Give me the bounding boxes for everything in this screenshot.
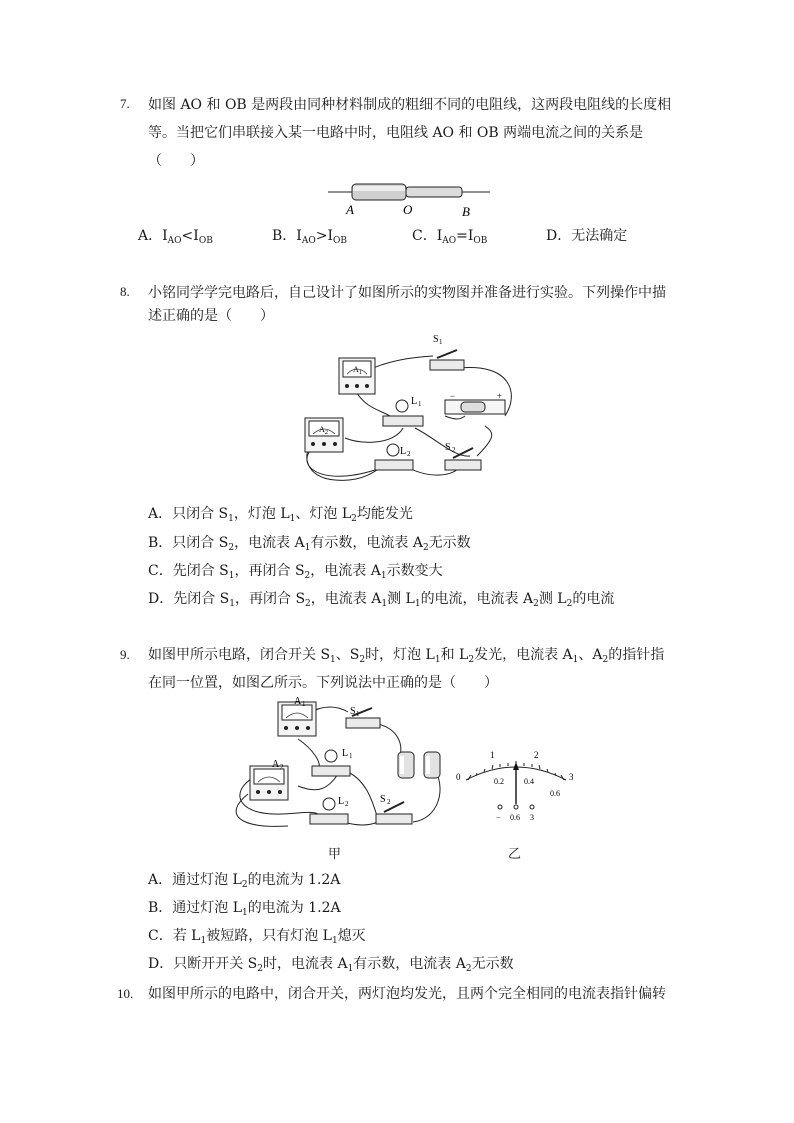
q9-a1-label: A <box>294 696 302 707</box>
q7-number: 7. <box>120 96 130 111</box>
q8-option-c[interactable]: C．先闭合 $S_1$，再闭合 $S_2$，电流表 $A_1$示数变大 <box>148 563 443 581</box>
svg-text:+: + <box>497 391 503 401</box>
q9-battery <box>398 752 440 778</box>
q10-line1: 如图甲所示的电路中，闭合开关，两灯泡均发光，且两个完全相同的电流表指针偏转 <box>148 986 666 1002</box>
q9-circuit-figure <box>228 694 458 834</box>
q9-s2-label: S <box>380 794 386 805</box>
q9-ammeter-a2 <box>250 766 288 800</box>
svg-text:2: 2 <box>325 430 328 436</box>
meter-terminal-neg: − <box>496 813 501 822</box>
svg-text:1: 1 <box>418 400 422 408</box>
q7-label-o: O <box>403 202 413 217</box>
meter-tick-1: 1 <box>490 750 495 760</box>
q7-option-a[interactable]: A．$I_{AO}<I_{OB}$ <box>138 228 213 246</box>
q7-line2: 等。当把它们串联接入某一电路中时，电阻线 AO 和 OB 两端电流之间的关系是 <box>148 125 644 141</box>
q8-line1: 小铭同学学完电路后，自己设计了如图所示的实物图并准备进行实验。下列操作中描 <box>148 285 666 301</box>
meter-tick-0: 0 <box>456 772 461 782</box>
meter-tick-2: 2 <box>534 750 539 760</box>
q7-option-c[interactable]: C．$I_{AO}=I_{OB}$ <box>412 228 488 246</box>
svg-text:1: 1 <box>439 338 443 346</box>
q8-ammeter-a1 <box>339 358 375 394</box>
svg-text:S: S <box>445 442 451 453</box>
q7-option-d[interactable]: D．无法确定 <box>546 228 628 244</box>
q8-circuit-figure <box>295 328 520 493</box>
q9-option-d[interactable]: D．只断开开关 $S_2$时，电流表 $A_1$有示数，电流表 $A_2$无示数 <box>148 956 514 974</box>
q9-l2-sub: 2 <box>345 800 349 808</box>
q8-option-a[interactable]: A．只闭合 $S_1$，灯泡 $L_1$、灯泡 $L_2$均能发光 <box>148 506 413 524</box>
q8-lamp-l1 <box>383 396 423 426</box>
svg-text:1: 1 <box>359 370 362 376</box>
q9-a2-label: A <box>272 759 280 770</box>
svg-text:S: S <box>433 334 439 345</box>
q7-paren: （ ） <box>148 153 204 169</box>
svg-text:L: L <box>400 446 407 457</box>
q9-l2-label: L <box>338 796 345 807</box>
q9-option-b[interactable]: B．通过灯泡 $L_1$的电流为 1.2A <box>148 900 341 918</box>
q9-l1-sub: 1 <box>349 752 353 760</box>
svg-text:2: 2 <box>407 450 411 458</box>
q9-l1-label: L <box>342 748 349 759</box>
meter-terminal-0.6: 0.6 <box>510 813 520 822</box>
q9-number: 9. <box>120 647 130 662</box>
q7-line1: 如图 AO 和 OB 是两段由同种材料制成的粗细不同的电阻线，这两段电阻线的长度相 <box>148 97 672 113</box>
q7-label-b: B <box>462 204 470 219</box>
q8-battery <box>445 391 505 414</box>
q9-line2: 在同一位置，如图乙所示。下列说法中正确的是（ ） <box>148 675 498 691</box>
q9-s1-label: S <box>350 706 356 717</box>
q9-s2-sub: 2 <box>387 798 391 806</box>
meter-tick-0.2: 0.2 <box>494 777 504 786</box>
q9-s1-sub: 1 <box>356 710 360 718</box>
q8-option-d[interactable]: D．先闭合 $S_1$，再闭合 $S_2$，电流表 $A_1$测 $L_1$的电流，电流表 $A_2$测 $L_2$的电流 <box>148 591 615 609</box>
q9-ammeter-a1 <box>278 702 316 736</box>
q7-resistor-figure <box>320 172 500 222</box>
q8-switch-s1 <box>430 334 464 370</box>
q9-caption-yi: 乙 <box>508 847 522 862</box>
meter-terminal-3: 3 <box>530 813 534 822</box>
q9-switch-s2 <box>376 802 412 824</box>
q9-line1: 如图甲所示电路，闭合开关 $S_1$、$S_2$时，灯泡 $L_1$和 $L_2$发光，电流表 $A_1$、$A_2$的指针指 <box>148 647 665 665</box>
meter-tick-0.6: 0.6 <box>550 789 560 798</box>
q8-lamp-l2 <box>375 444 413 470</box>
meter-tick-0.4: 0.4 <box>524 777 534 786</box>
q9-caption-jia: 甲 <box>328 847 342 862</box>
q9-option-c[interactable]: C．若 $L_1$被短路，只有灯泡 $L_1$熄灭 <box>148 928 366 946</box>
q8-ammeter-a2 <box>305 418 343 452</box>
q8-line2: 述正确的是（ ） <box>148 308 274 324</box>
q9-option-a[interactable]: A．通过灯泡 $L_2$的电流为 1.2A <box>148 872 341 890</box>
q9-a2-sub: 2 <box>280 763 284 771</box>
svg-text:A: A <box>319 425 325 434</box>
q7-option-b[interactable]: B．$I_{AO}>I_{OB}$ <box>272 228 347 246</box>
q10-number: 10. <box>117 986 134 1001</box>
svg-text:−: − <box>450 391 456 401</box>
svg-text:A: A <box>353 365 359 374</box>
q8-number: 8. <box>120 284 130 299</box>
q9-a1-sub: 1 <box>302 700 306 708</box>
meter-tick-3: 3 <box>569 772 574 782</box>
q8-option-b[interactable]: B．只闭合 $S_2$，电流表 $A_1$有示数，电流表 $A_2$无示数 <box>148 535 471 553</box>
svg-text:2: 2 <box>452 446 456 454</box>
svg-text:L: L <box>411 396 418 407</box>
q7-label-a: A <box>346 202 354 217</box>
q9-meter-dial <box>452 744 582 824</box>
